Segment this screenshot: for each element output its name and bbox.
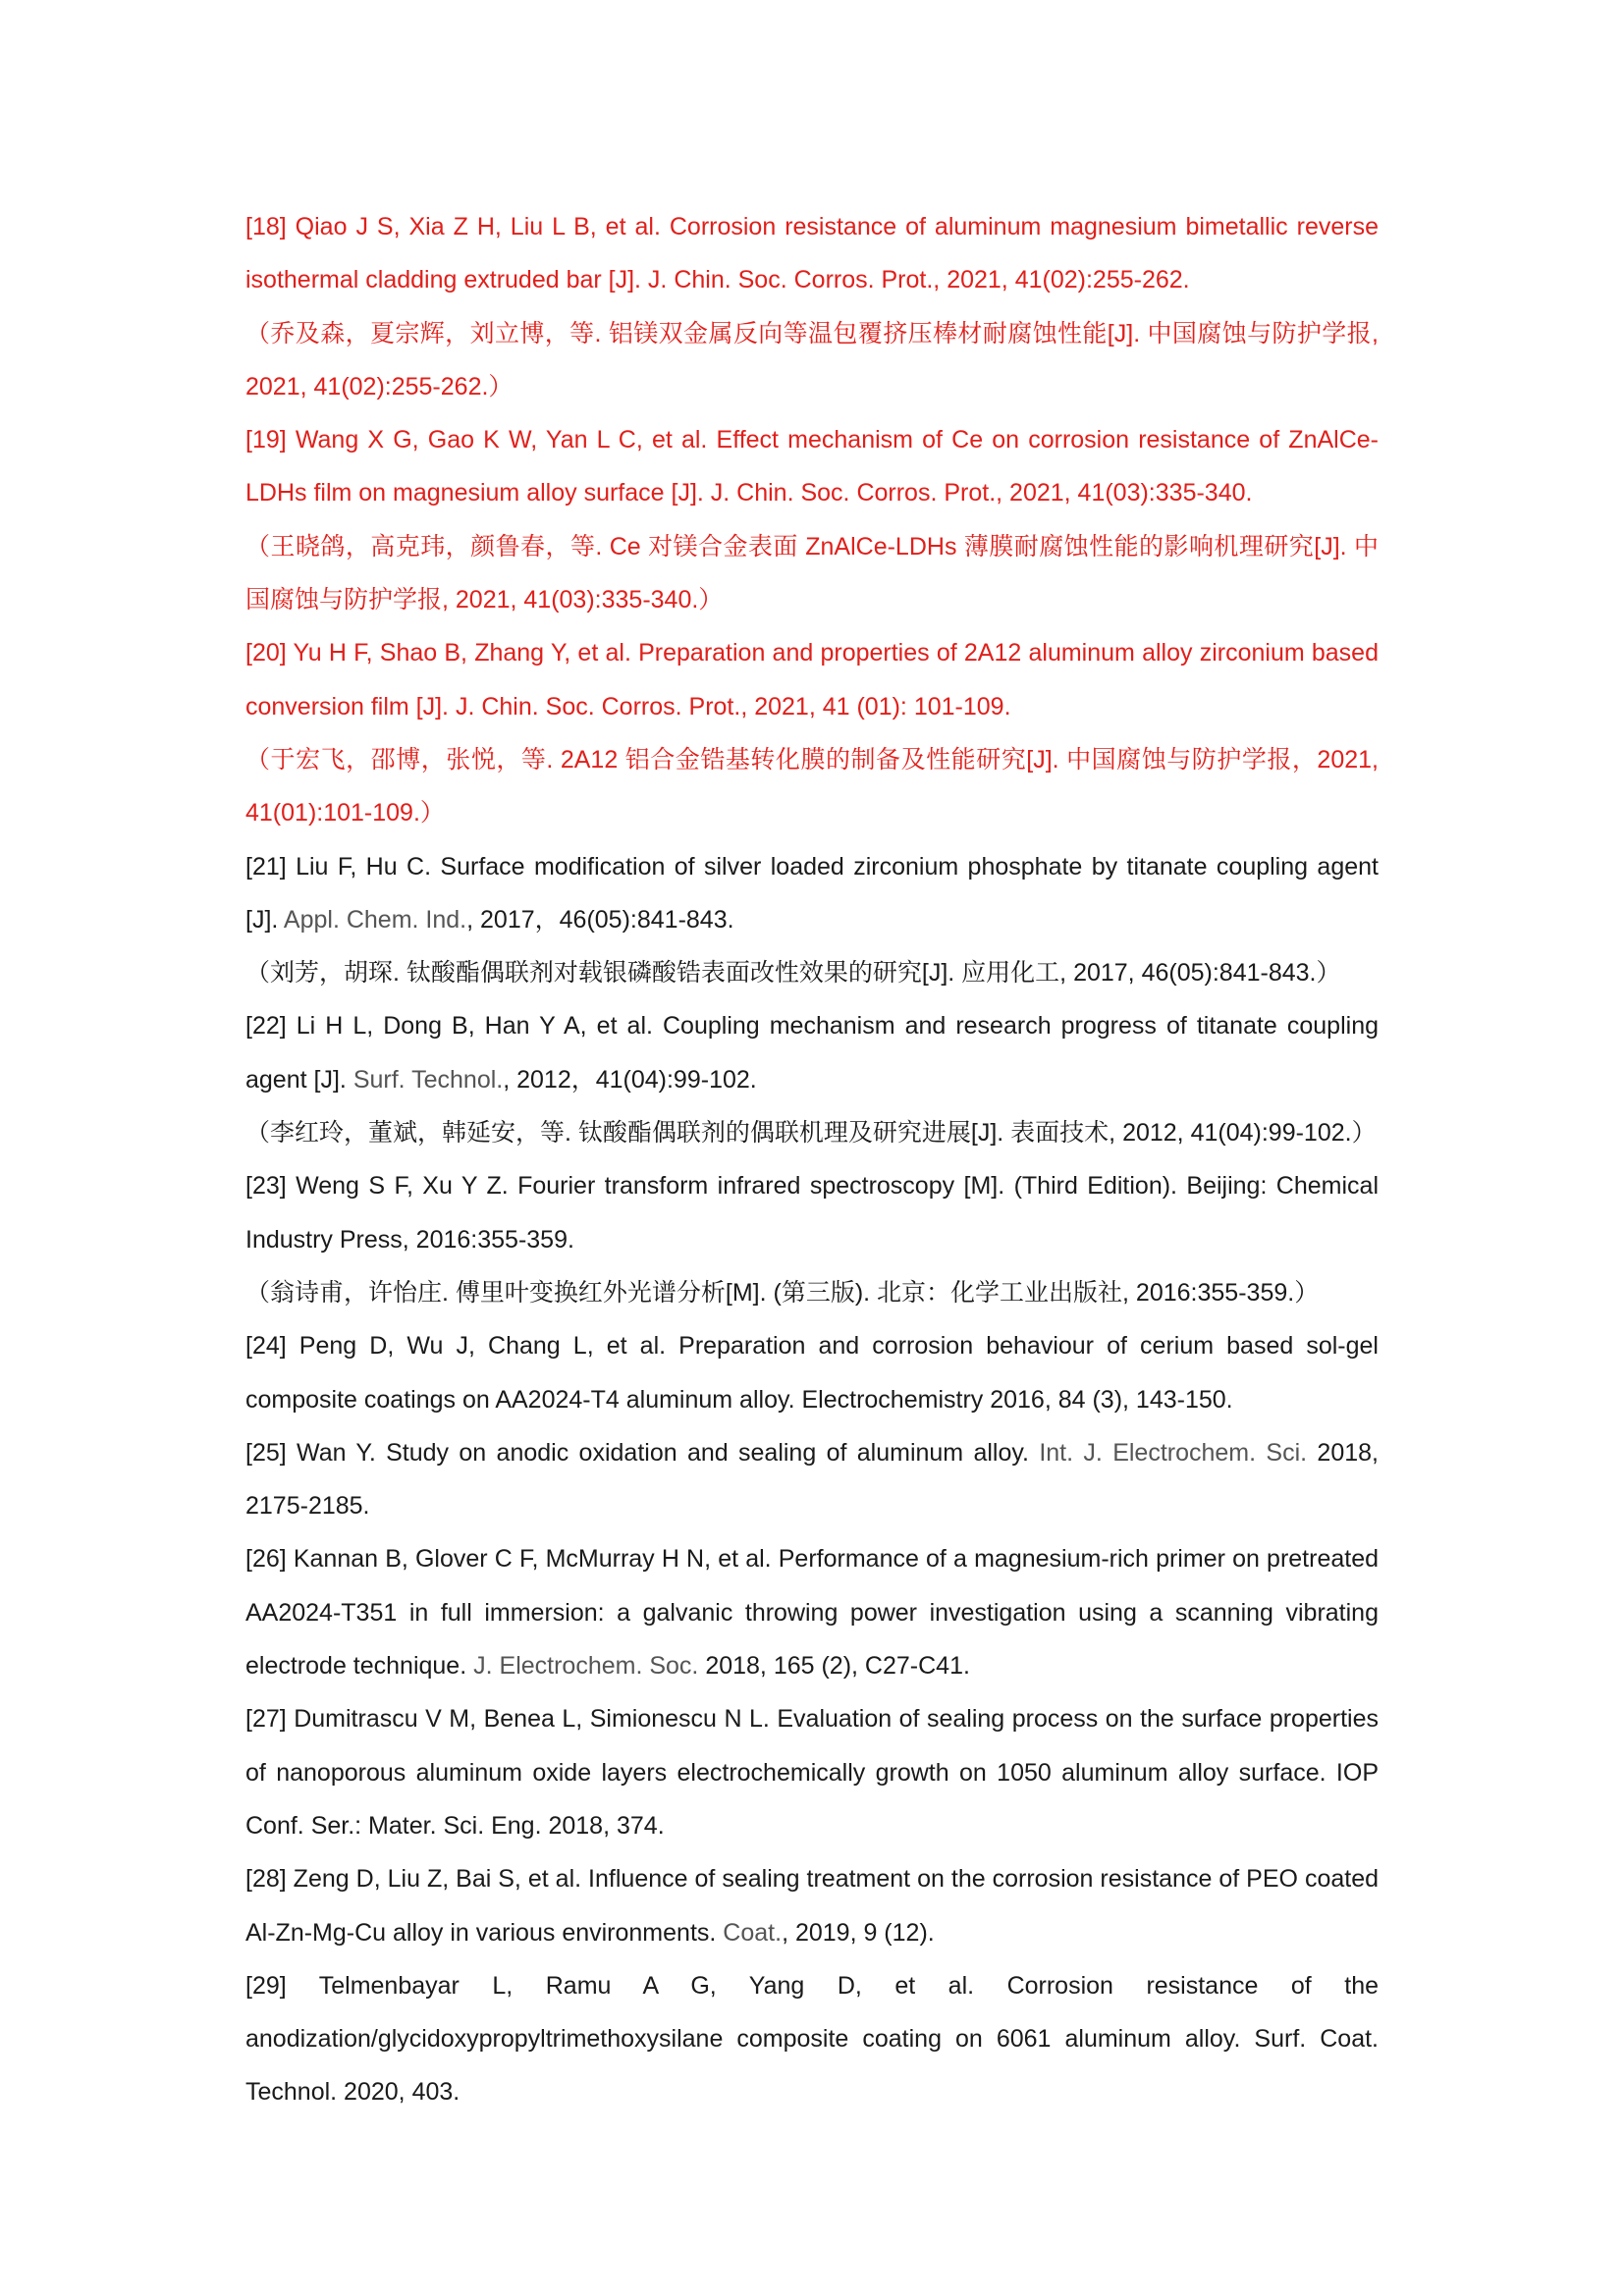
reference-27: [245, 1692, 1379, 1852]
reference-26: [245, 1532, 1379, 1692]
reference-21-cn: （刘芳，胡琛. 钛酸酯偶联剂对载银磷酸锆表面改性效果的研究[J]. 应用化工, 2017, 46(05):841-843.）: [245, 959, 1341, 988]
reference-19-en: [19] Wang X G, Gao K W, Yan L C, et al. Effect mechanism of Ce on corrosion resistance of ZnAlCe-LDHs film on magnesium alloy surface [J]. J. Chin. Soc. Corros. Prot., 2021, 41(03):335-340.: [245, 426, 1379, 507]
reference-29-en: [29] Telmenbayar L, Ramu A G, Yang D, et al. Corrosion resistance of the anodization/glycidoxypropyltrimethoxysilane composite coating on 6061 aluminum alloy. Surf. Coat. Technol. 2020, 403.: [245, 1971, 1379, 2107]
reference-20-en: [20] Yu H F, Shao B, Zhang Y, et al. Preparation and properties of 2A12 aluminum alloy zirconium based conversion film [J]. J. Chin. Soc. Corros. Prot., 2021, 41 (01): 101-109.: [245, 639, 1379, 721]
reference-27-en: [27] Dumitrascu V M, Benea L, Simionescu N L. Evaluation of sealing process on the surface properties of nanoporous aluminum oxide layers electrochemically growth on 1050 aluminum alloy surface. IOP Conf. Ser.: Mater. Sci. Eng. 2018, 374.: [245, 1705, 1379, 1840]
reference-21: [245, 840, 1379, 1000]
reference-25-en-tail: 2018, 2175-2185.: [245, 1438, 1379, 1521]
reference-18: [245, 200, 1379, 413]
reference-24-en: [24] Peng D, Wu J, Chang L, et al. Preparation and corrosion behaviour of cerium based sol-gel composite coatings on AA2024-T4 aluminum alloy. Electrochemistry 2016, 84 (3), 143-150.: [245, 1332, 1379, 1414]
reference-28-journal: Coat.: [723, 1918, 783, 1947]
reference-22-en-tail: , 2012，41(04):99-102.: [503, 1065, 757, 1094]
reference-21-en: [21] Liu F, Hu C. Surface modification of silver loaded zirconium phosphate by titanate coupling agent [J].: [245, 852, 1379, 934]
reference-29: [245, 1959, 1379, 2119]
reference-19: [245, 413, 1379, 626]
reference-25-en: [25] Wan Y. Study on anodic oxidation and sealing of aluminum alloy.: [245, 1438, 1029, 1467]
reference-19-cn: （王晓鸽，高克玮，颜鲁春，等. Ce 对镁合金表面 ZnAlCe-LDHs 薄膜耐腐蚀性能的影响机理研究[J]. 中国腐蚀与防护学报, 2021, 41(03):335-340.）: [245, 532, 1379, 614]
reference-24: [245, 1319, 1379, 1426]
reference-20: [245, 626, 1379, 839]
reference-26-en-tail: 2018, 165 (2), C27-C41.: [698, 1652, 970, 1681]
reference-18-cn: （乔及森，夏宗辉，刘立博，等. 铝镁双金属反向等温包覆挤压棒材耐腐蚀性能[J]. 中国腐蚀与防护学报, 2021, 41(02):255-262.）: [245, 319, 1379, 400]
reference-22-journal: Surf. Technol.: [352, 1065, 504, 1094]
reference-26-journal: J. Electrochem. Soc.: [473, 1652, 699, 1681]
reference-28: [245, 1852, 1379, 1959]
reference-28-en-tail: , 2019, 9 (12).: [782, 1918, 935, 1947]
reference-21-en-tail: , 2017，46(05):841-843.: [466, 905, 734, 934]
reference-26-en: [26] Kannan B, Glover C F, McMurray H N, et al. Performance of a magnesium-rich primer on pretreated AA2024-T351 in full immersion: a galvanic throwing power investigation using a scanning vibrating electrode technique.: [245, 1545, 1379, 1681]
reference-23-cn: （翁诗甫，许怡庄. 傅里叶变换红外光谱分析[M]. (第三版). 北京：化学工业出版社, 2016:355-359.）: [245, 1278, 1320, 1307]
reference-20-cn: （于宏飞，邵博，张悦，等. 2A12 铝合金锆基转化膜的制备及性能研究[J]. 中国腐蚀与防护学报，2021, 41(01):101-109.）: [245, 745, 1379, 828]
reference-18-en: [18] Qiao J S, Xia Z H, Liu L B, et al. Corrosion resistance of aluminum magnesium bimetallic reverse isothermal cladding extruded bar [J]. J. Chin. Soc. Corros. Prot., 2021, 41(02):255-262.: [245, 213, 1379, 294]
reference-list: [245, 200, 1379, 2119]
reference-25-journal: Int. J. Electrochem. Sci.: [1039, 1438, 1308, 1467]
reference-28-en: [28] Zeng D, Liu Z, Bai S, et al. Influence of sealing treatment on the corrosion resistance of PEO coated Al-Zn-Mg-Cu alloy in various environments.: [245, 1865, 1379, 1947]
reference-25: [245, 1426, 1379, 1533]
reference-23-en: [23] Weng S F, Xu Y Z. Fourier transform infrared spectroscopy [M]. (Third Edition). Beijing: Chemical Industry Press, 2016:355-359.: [245, 1172, 1379, 1254]
reference-21-journal: Appl. Chem. Ind.: [283, 905, 467, 934]
reference-22-en: [22] Li H L, Dong B, Han Y A, et al. Coupling mechanism and research progress of titanate coupling agent [J].: [245, 1012, 1379, 1094]
reference-22-cn: （李红玲，董斌，韩延安，等. 钛酸酯偶联剂的偶联机理及研究进展[J]. 表面技术, 2012, 41(04):99-102.）: [245, 1119, 1377, 1148]
reference-22: [245, 999, 1379, 1159]
reference-23: [245, 1159, 1379, 1319]
